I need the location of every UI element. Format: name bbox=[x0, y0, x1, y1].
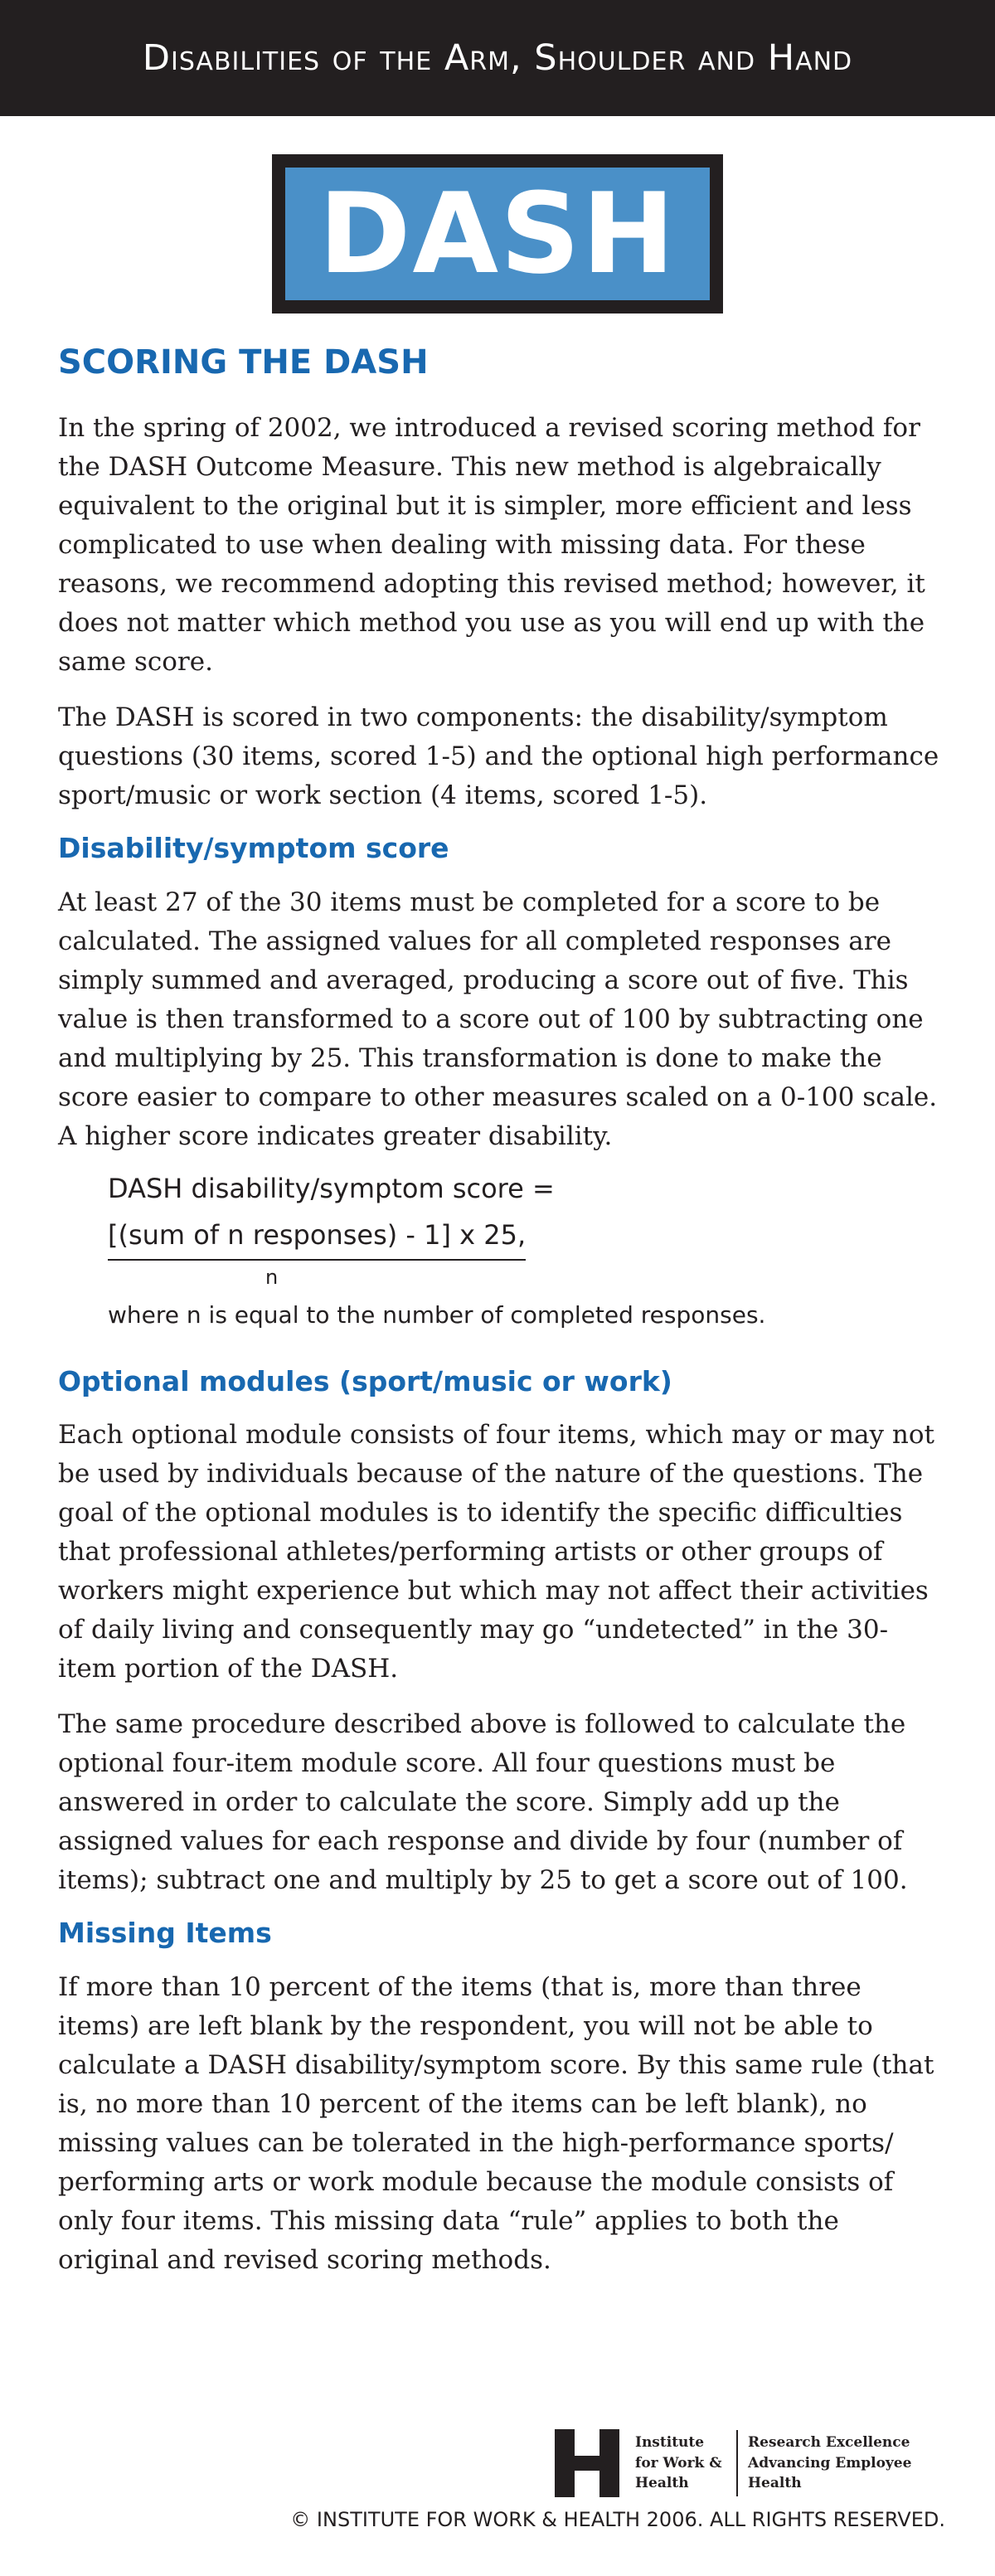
dash-logo-fill bbox=[285, 168, 710, 300]
intro-paragraph-2: The DASH is scored in two components: the disability/symptom questions (30 items, scored 1-5) and the optional high performance sport/music or work section (4 items, scored 1-5). bbox=[58, 702, 939, 810]
section-heading-missing-items: Missing Items bbox=[58, 1917, 272, 1950]
formula-label: DASH disability/symptom score = bbox=[108, 1172, 555, 1204]
section-heading-disability: Disability/symptom score bbox=[58, 832, 449, 864]
formula-note: where n is equal to the number of completed responses. bbox=[108, 1300, 766, 1329]
iwh-org-name: Institute for Work & Health bbox=[635, 2434, 722, 2492]
iwh-tagline: Research Excellence Advancing Employee Health bbox=[748, 2434, 912, 2492]
intro-paragraph-1: In the spring of 2002, we introduced a revised scoring method for the DASH Outcome Measure. This new method is algebraically equivalent to the original but it is simpler, more efficient and less complicated to use when dealing with missing data. For these reasons, we recommend adopting this revised method; however, it does not matter which method you use as you will end up with the same score. bbox=[58, 413, 925, 677]
page-title: SCORING THE DASH bbox=[58, 343, 429, 382]
missing-items-paragraph: If more than 10 percent of the items (that is, more than three items) are left blank by the respondent, you will not be able to calculate a DASH disability/symptom score. By this same rule (that is, no more than 10 percent of the items can be left blank), no missing values can be tolerated in the high-performance sports/ performing arts or work module because the module consists of only four items. This missing data “rule” applies to both the original and revised scoring methods. bbox=[58, 1971, 934, 2275]
formula-numerator: [(sum of n responses) - 1] x 25, bbox=[108, 1219, 526, 1261]
logo-divider bbox=[736, 2430, 738, 2496]
formula-fraction bbox=[108, 1219, 526, 1290]
iwh-logo bbox=[551, 2417, 932, 2510]
dash-logo bbox=[272, 154, 723, 313]
disability-paragraph: At least 27 of the 30 items must be completed for a score to be calculated. The assigned values for all completed responses are simply summed and averaged, producing a score out of five. This value is then transformed to a score out of 100 by subtracting one and multiplying by 25. This transformation is done to make the score easier to compare to other measures scaled on a 0-100 scale. A higher score indicates greater disability. bbox=[58, 887, 938, 1151]
iwh-h-icon bbox=[551, 2426, 624, 2501]
scoring-formula bbox=[108, 1173, 945, 1291]
copyright-notice: © INSTITUTE FOR WORK & HEALTH 2006. ALL RIGHTS RESERVED. bbox=[290, 2508, 945, 2531]
formula-denominator: n bbox=[265, 1266, 279, 1290]
section-heading-optional-modules: Optional modules (sport/music or work) bbox=[58, 1364, 672, 1397]
dash-logo-text: DASH bbox=[318, 169, 677, 299]
header-title: Disabilities of the Arm, Shoulder and Hand bbox=[142, 37, 853, 79]
page-header bbox=[0, 0, 995, 116]
optional-paragraph-1: Each optional module consists of four items, which may or may not be used by individuals because of the nature of the questions. The goal of the optional modules is to identify the specific difficulties that professional athletes/performing artists or other groups of workers might experience but which may not affect their activities of daily living and consequently may go “undetected” in the 30-item portion of the DASH. bbox=[58, 1420, 934, 1684]
optional-paragraph-2: The same procedure described above is followed to calculate the optional four-item module score. All four questions must be answered in order to calculate the score. Simply add up the assigned values for each response and divide by four (number of items); subtract one and multiply by 25 to get a score out of 100. bbox=[58, 1709, 908, 1896]
main-content bbox=[58, 344, 945, 2297]
